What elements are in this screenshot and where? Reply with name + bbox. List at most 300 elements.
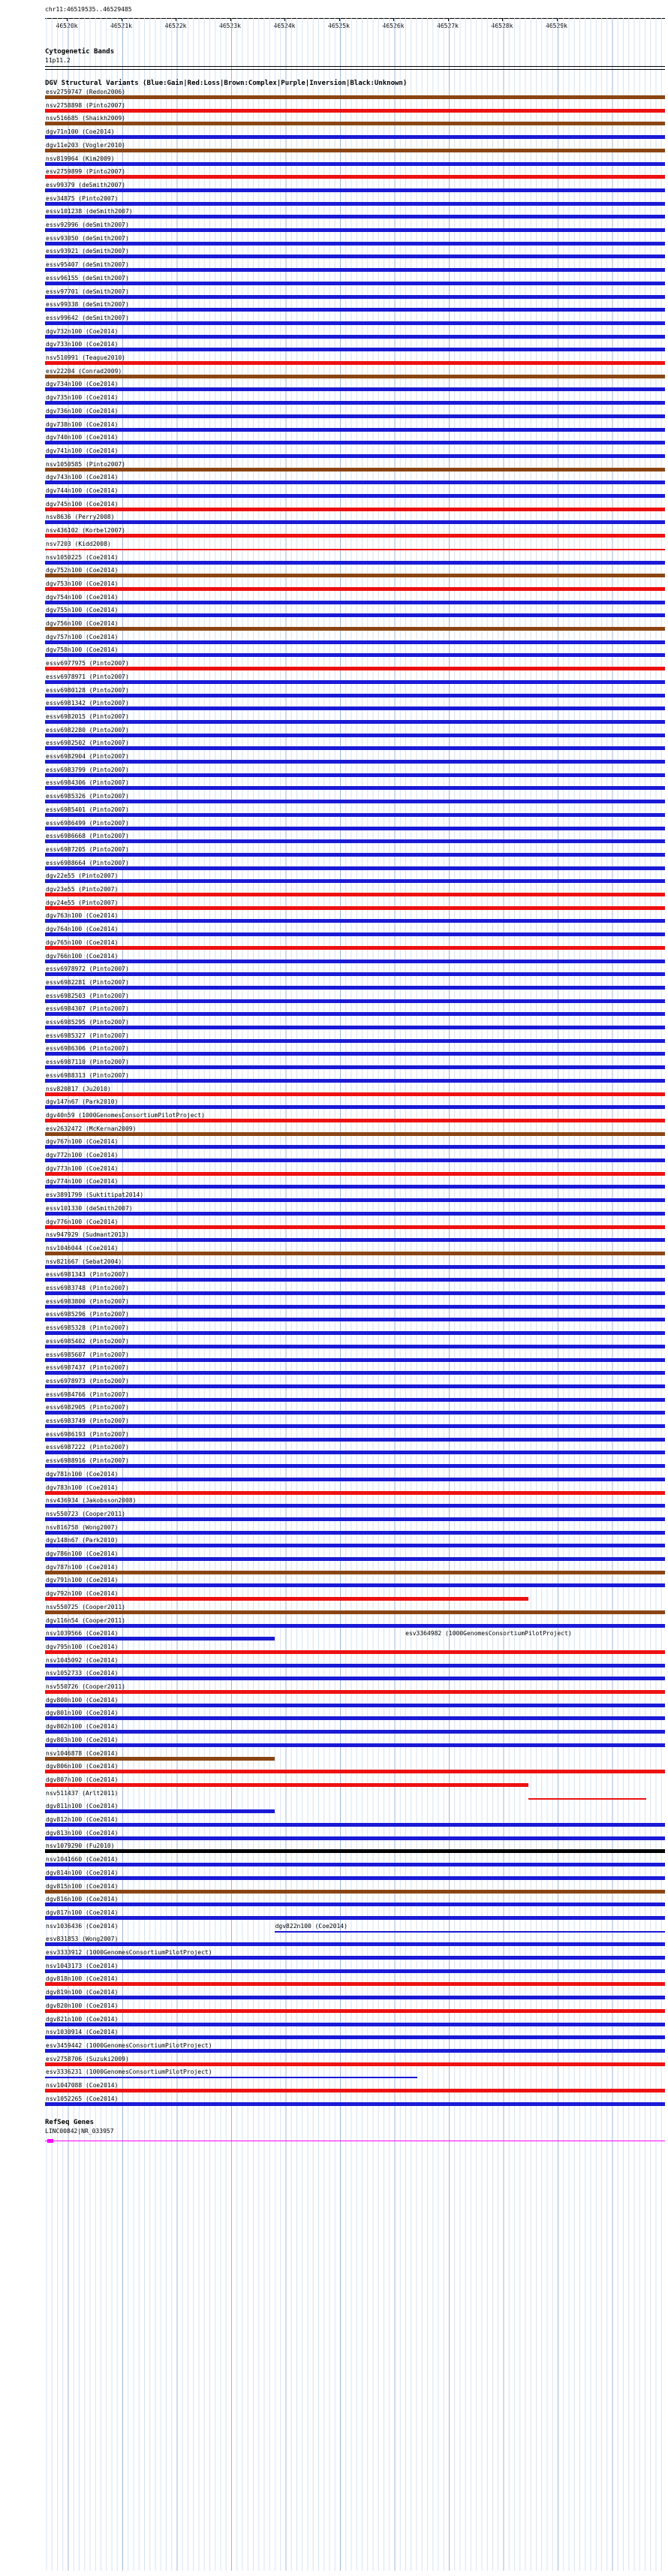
sv-bar[interactable] xyxy=(45,1597,528,1601)
sv-bar[interactable] xyxy=(45,122,665,125)
sv-label[interactable]: dgv783n100 (Coe2014) xyxy=(46,1484,119,1491)
sv-label[interactable]: dgv765n100 (Coe2014) xyxy=(46,939,119,946)
sv-label[interactable]: dgv744n100 (Coe2014) xyxy=(46,487,119,494)
sv-bar[interactable] xyxy=(45,601,665,604)
sv-track[interactable] xyxy=(45,1471,665,1482)
sv-label[interactable]: dgv814n100 (Coe2014) xyxy=(46,1869,119,1876)
sv-label[interactable]: nsv816758 (Wong2007) xyxy=(46,1523,119,1531)
sv-bar[interactable] xyxy=(45,773,665,777)
sv-bar[interactable] xyxy=(45,800,665,803)
sv-label[interactable]: dgv757n100 (Coe2014) xyxy=(46,633,119,640)
sv-label[interactable]: nsv510991 (Teague2010) xyxy=(46,354,125,361)
sv-track[interactable] xyxy=(45,248,665,259)
sv-bar[interactable] xyxy=(45,746,665,750)
sv-label[interactable]: dgv802n100 (Coe2014) xyxy=(46,1723,119,1731)
sv-track[interactable] xyxy=(45,1364,665,1375)
sv-track[interactable] xyxy=(45,1497,665,1508)
sv-track[interactable] xyxy=(45,381,665,392)
sv-bar[interactable] xyxy=(45,1212,665,1216)
sv-bar[interactable] xyxy=(45,720,665,724)
sv-track[interactable] xyxy=(45,1524,665,1535)
sv-bar[interactable] xyxy=(45,1757,275,1761)
sv-label[interactable]: dgv813n100 (Coe2014) xyxy=(46,1829,119,1836)
sv-track[interactable] xyxy=(45,208,665,219)
sv-track[interactable] xyxy=(45,527,665,538)
sv-track[interactable] xyxy=(45,700,665,711)
sv-bar[interactable] xyxy=(45,242,665,246)
sv-label[interactable]: dgv776n100 (Coe2014) xyxy=(46,1218,119,1225)
sv-label[interactable]: nsv1047088 (Coe2014) xyxy=(46,2082,119,2089)
sv-label[interactable]: essv97701 (deSmith2007) xyxy=(46,288,129,295)
sv-bar[interactable] xyxy=(45,1092,665,1096)
sv-bar[interactable] xyxy=(45,1716,665,1720)
sv-bar[interactable] xyxy=(45,2089,665,2092)
sv-track[interactable] xyxy=(45,1564,665,1575)
gene-exon[interactable] xyxy=(47,2139,53,2143)
sv-track[interactable] xyxy=(45,1059,665,1070)
sv-track[interactable] xyxy=(45,115,665,126)
sv-bar[interactable] xyxy=(45,827,665,830)
sv-label[interactable]: dgv732n100 (Coe2014) xyxy=(46,327,119,335)
sv-bar[interactable] xyxy=(45,1903,665,1906)
sv-label-secondary[interactable]: dgv822n100 (Coe2014) xyxy=(275,1922,348,1930)
sv-bar[interactable] xyxy=(45,694,665,697)
sv-track[interactable] xyxy=(45,779,665,791)
sv-track[interactable] xyxy=(45,860,665,871)
sv-track[interactable] xyxy=(45,182,665,193)
sv-label[interactable]: nsv1052265 (Coe2014) xyxy=(46,2095,119,2102)
sv-label[interactable]: nsv7203 (Kidd2008) xyxy=(46,540,111,547)
sv-label[interactable]: dgv767n100 (Coe2014) xyxy=(46,1138,119,1146)
sv-label[interactable]: nsv1046878 (Coe2014) xyxy=(46,1749,119,1757)
sv-label[interactable]: dgv745n100 (Coe2014) xyxy=(46,500,119,508)
sv-track[interactable] xyxy=(45,1245,665,1256)
sv-track[interactable] xyxy=(45,474,665,485)
sv-label[interactable]: dgv40n59 (1000GenomesConsortiumPilotProject) xyxy=(46,1111,205,1119)
sv-track[interactable] xyxy=(45,1086,665,1097)
sv-track[interactable] xyxy=(45,2095,665,2107)
sv-label[interactable]: dgv23e55 (Pinto2007) xyxy=(46,886,119,893)
sv-bar[interactable] xyxy=(45,295,665,299)
sv-label[interactable]: dgv815n100 (Coe2014) xyxy=(46,1882,119,1890)
sv-bar[interactable] xyxy=(45,667,665,670)
sv-label[interactable]: esv22204 (Conrad2009) xyxy=(46,367,122,375)
sv-bar[interactable] xyxy=(45,919,665,923)
sv-track[interactable] xyxy=(45,394,665,405)
sv-label[interactable]: essv6985607 (Pinto2007) xyxy=(46,1351,129,1358)
sv-track[interactable] xyxy=(45,142,665,153)
sv-bar[interactable] xyxy=(45,640,665,644)
sv-bar[interactable] xyxy=(45,906,665,910)
sv-track[interactable] xyxy=(45,1963,665,1974)
sv-bar[interactable] xyxy=(45,1371,665,1375)
sv-track[interactable] xyxy=(45,1909,665,1921)
sv-track[interactable] xyxy=(45,1484,665,1496)
sv-bar[interactable] xyxy=(45,786,665,790)
sv-bar[interactable] xyxy=(45,1438,665,1442)
sv-bar[interactable] xyxy=(45,468,665,472)
sv-label[interactable]: essv99642 (deSmith2007) xyxy=(46,314,129,321)
sv-bar[interactable] xyxy=(45,1690,665,1694)
sv-label[interactable]: dgv758n100 (Coe2014) xyxy=(46,646,119,654)
sv-bar[interactable] xyxy=(45,561,665,565)
sv-label[interactable]: dgv792n100 (Coe2014) xyxy=(46,1590,119,1598)
sv-label[interactable]: essv6978972 (Pinto2007) xyxy=(46,966,129,973)
sv-track[interactable] xyxy=(45,1138,665,1149)
sv-track[interactable] xyxy=(45,1856,665,1867)
sv-bar[interactable] xyxy=(45,520,665,524)
sv-bar[interactable] xyxy=(45,162,665,166)
sv-bar[interactable] xyxy=(45,335,665,339)
sv-label[interactable]: nsv1039566 (Coe2014) xyxy=(46,1630,119,1637)
sv-bar[interactable] xyxy=(45,1145,665,1149)
sv-bar[interactable] xyxy=(45,481,665,484)
sv-bar[interactable] xyxy=(45,1743,665,1747)
sv-label[interactable]: essv6981342 (Pinto2007) xyxy=(46,700,129,707)
sv-label[interactable]: nsv436102 (Korbel2007) xyxy=(46,527,125,535)
sv-bar[interactable] xyxy=(45,1119,665,1122)
sv-label[interactable]: essv6983800 (Pinto2007) xyxy=(46,1297,129,1305)
sv-label[interactable]: esv2758706 (Suzuki2009) xyxy=(46,2055,129,2062)
cytoband-name[interactable]: 11p11.2 xyxy=(45,57,71,64)
sv-bar[interactable] xyxy=(45,414,665,418)
sv-track[interactable] xyxy=(45,1657,665,1668)
sv-track[interactable] xyxy=(45,1285,665,1296)
sv-bar[interactable] xyxy=(45,2049,665,2053)
sv-label[interactable]: dgv147n67 (Park2010) xyxy=(46,1098,119,1106)
sv-track[interactable] xyxy=(45,1125,665,1137)
sv-label[interactable]: dgv756n100 (Coe2014) xyxy=(46,620,119,627)
sv-bar[interactable] xyxy=(45,879,665,883)
sv-track[interactable] xyxy=(45,1750,665,1761)
sv-label[interactable]: nsv820817 (Ju2010) xyxy=(46,1085,111,1092)
sv-bar[interactable] xyxy=(45,1809,275,1813)
sv-label[interactable]: esv2759899 (Pinto2007) xyxy=(46,168,125,176)
sv-track[interactable] xyxy=(45,315,665,326)
sv-track[interactable] xyxy=(45,1072,665,1083)
sv-track[interactable] xyxy=(45,1032,665,1044)
sv-track[interactable] xyxy=(45,2082,665,2093)
sv-track[interactable] xyxy=(45,673,665,685)
sv-track[interactable] xyxy=(45,554,665,565)
sv-bar[interactable] xyxy=(45,1783,528,1787)
sv-label[interactable]: dgv741n100 (Coe2014) xyxy=(46,447,119,454)
sv-track[interactable] xyxy=(45,1936,665,1947)
sv-bar[interactable] xyxy=(45,1331,665,1335)
sv-bar[interactable] xyxy=(45,932,665,936)
sv-label[interactable]: nsv1036436 (Coe2014) xyxy=(46,1922,119,1930)
sv-bar[interactable] xyxy=(45,1544,665,1547)
sv-track[interactable] xyxy=(45,1989,665,2000)
sv-bar[interactable] xyxy=(45,308,665,312)
sv-label-secondary[interactable]: esv3364982 (1000GenomesConsortiumPilotProject) xyxy=(405,1630,572,1637)
sv-label[interactable]: dgv11e203 (Vogler2010) xyxy=(46,141,125,149)
sv-label[interactable]: essv6977975 (Pinto2007) xyxy=(46,660,129,667)
sv-label[interactable]: essv6982503 (Pinto2007) xyxy=(46,992,129,999)
sv-bar[interactable] xyxy=(45,1424,665,1428)
sv-bar[interactable] xyxy=(45,960,665,963)
sv-label[interactable]: essv6983748 (Pinto2007) xyxy=(46,1285,129,1291)
sv-label[interactable]: esv3333912 (1000GenomesConsortiumPilotProject) xyxy=(46,1949,212,1956)
sv-track[interactable] xyxy=(45,1098,665,1110)
sv-track[interactable] xyxy=(45,1790,665,1801)
sv-label[interactable]: dgv764n100 (Coe2014) xyxy=(46,926,119,933)
sv-track[interactable] xyxy=(45,939,665,951)
sv-label[interactable]: nsv947929 (Sudmant2013) xyxy=(46,1231,129,1239)
sv-track[interactable] xyxy=(45,408,665,419)
sv-label[interactable]: dgv806n100 (Coe2014) xyxy=(46,1763,119,1770)
sv-bar[interactable] xyxy=(45,1823,665,1827)
sv-bar[interactable] xyxy=(45,1969,665,1973)
sv-bar[interactable] xyxy=(45,1849,665,1853)
sv-bar[interactable] xyxy=(45,508,665,511)
sv-bar[interactable] xyxy=(45,1916,665,1920)
sv-label[interactable]: dgv755n100 (Coe2014) xyxy=(46,607,119,614)
sv-track[interactable] xyxy=(45,235,665,246)
sv-track[interactable] xyxy=(45,1644,665,1655)
sv-label[interactable]: nsv1052733 (Coe2014) xyxy=(46,1670,119,1677)
sv-label[interactable]: dgv811n100 (Coe2014) xyxy=(46,1803,119,1810)
sv-track[interactable] xyxy=(45,1842,665,1854)
sv-label[interactable]: dgv817n100 (Coe2014) xyxy=(46,1909,119,1916)
sv-label[interactable]: nsv550723 (Cooper2011) xyxy=(46,1510,125,1517)
sv-bar[interactable] xyxy=(45,1478,665,1481)
sv-track[interactable] xyxy=(45,1005,665,1017)
sv-track[interactable] xyxy=(45,1723,665,1734)
sv-track[interactable] xyxy=(45,1444,665,1455)
sv-track[interactable] xyxy=(45,979,665,990)
sv-bar[interactable] xyxy=(45,1052,665,1056)
sv-track[interactable] xyxy=(45,1590,665,1601)
sv-label[interactable]: essv6982904 (Pinto2007) xyxy=(46,753,129,760)
sv-track[interactable] xyxy=(45,1178,665,1189)
sv-bar[interactable] xyxy=(45,2077,417,2078)
sv-label[interactable]: essv6987110 (Pinto2007) xyxy=(46,1059,129,1066)
sv-label[interactable]: nsv1045092 (Coe2014) xyxy=(46,1656,119,1664)
sv-label[interactable]: dgv763n100 (Coe2014) xyxy=(46,912,119,920)
sv-track[interactable] xyxy=(45,1378,665,1389)
sv-label[interactable]: dgv736n100 (Coe2014) xyxy=(46,407,119,414)
sv-track[interactable] xyxy=(45,487,665,499)
sv-label[interactable]: essv6986668 (Pinto2007) xyxy=(46,833,129,840)
sv-label[interactable]: essv101330 (deSmith2007) xyxy=(46,1204,133,1212)
sv-bar[interactable] xyxy=(45,188,665,192)
sv-bar[interactable] xyxy=(45,627,665,631)
sv-label[interactable]: nsv1030914 (Coe2014) xyxy=(46,2029,119,2036)
sv-label[interactable]: esv3459442 (1000GenomesConsortiumPilotProject) xyxy=(46,2041,212,2049)
sv-track[interactable] xyxy=(45,1776,665,1788)
sv-label[interactable]: dgv71n100 (Coe2014) xyxy=(46,128,115,136)
sv-track[interactable] xyxy=(45,221,665,233)
sv-track[interactable] xyxy=(45,594,665,605)
sv-track[interactable] xyxy=(45,155,665,167)
sv-bar[interactable] xyxy=(45,680,665,684)
sv-track[interactable] xyxy=(45,1617,665,1628)
sv-track[interactable] xyxy=(45,275,665,286)
sv-label[interactable]: essv6985328 (Pinto2007) xyxy=(46,1324,129,1332)
sv-bar[interactable] xyxy=(45,613,665,617)
sv-track[interactable] xyxy=(45,301,665,312)
sv-label[interactable]: dgv791n100 (Coe2014) xyxy=(46,1577,119,1584)
sv-label[interactable]: dgv766n100 (Coe2014) xyxy=(46,952,119,960)
sv-bar[interactable] xyxy=(45,1291,665,1295)
sv-track[interactable] xyxy=(45,1205,665,1216)
sv-track[interactable] xyxy=(45,846,665,857)
sv-track[interactable] xyxy=(45,2042,665,2053)
sv-track[interactable] xyxy=(45,767,665,778)
sv-bar[interactable] xyxy=(45,95,665,99)
sv-track[interactable] xyxy=(45,793,665,804)
sv-track[interactable] xyxy=(45,541,665,552)
sv-track[interactable] xyxy=(45,447,665,459)
sv-track[interactable] xyxy=(45,966,665,977)
sv-label[interactable]: essv93050 (deSmith2007) xyxy=(46,234,129,242)
sv-label[interactable]: essv6982502 (Pinto2007) xyxy=(46,740,129,747)
sv-label[interactable]: nsv550726 (Cooper2011) xyxy=(46,1683,125,1690)
sv-label[interactable]: dgv743n100 (Coe2014) xyxy=(46,474,119,481)
sv-bar[interactable] xyxy=(45,1876,665,1880)
sv-label[interactable]: nsv2758898 (Pinto2007) xyxy=(46,101,125,109)
sv-bar[interactable] xyxy=(45,1172,665,1176)
sv-track[interactable] xyxy=(45,1816,665,1827)
sv-bar[interactable] xyxy=(45,1650,665,1654)
sv-track[interactable] xyxy=(45,1630,665,1641)
sv-bar[interactable] xyxy=(45,1517,665,1521)
sv-label[interactable]: essv6988916 (Pinto2007) xyxy=(46,1457,129,1465)
sv-bar[interactable] xyxy=(45,228,665,232)
sv-bar[interactable] xyxy=(45,1637,275,1641)
sv-bar[interactable] xyxy=(45,986,665,990)
sv-label[interactable]: essv101238 (deSmith2007) xyxy=(46,208,133,215)
sv-label[interactable]: essv95407 (deSmith2007) xyxy=(46,261,129,269)
sv-label[interactable]: dgv774n100 (Coe2014) xyxy=(46,1178,119,1186)
sv-bar[interactable] xyxy=(45,361,665,365)
sv-track[interactable] xyxy=(45,1923,665,1934)
sv-bar[interactable] xyxy=(45,428,665,432)
sv-label[interactable]: dgv807n100 (Coe2014) xyxy=(46,1776,119,1783)
sv-bar[interactable] xyxy=(45,215,665,218)
sv-label[interactable]: dgv116n54 (Cooper2011) xyxy=(46,1616,125,1624)
sv-track[interactable] xyxy=(45,993,665,1004)
sv-bar[interactable] xyxy=(45,1956,665,1960)
sv-bar[interactable] xyxy=(45,2102,665,2106)
sv-track[interactable] xyxy=(45,1045,665,1056)
sv-bar[interactable] xyxy=(45,1982,665,1986)
sv-bar[interactable] xyxy=(45,999,665,1003)
sv-label[interactable]: essv6988664 (Pinto2007) xyxy=(46,859,129,866)
sv-bar[interactable] xyxy=(45,946,665,950)
sv-bar[interactable] xyxy=(45,1996,665,1999)
sv-label[interactable]: essv6982905 (Pinto2007) xyxy=(46,1404,129,1412)
sv-bar[interactable] xyxy=(45,1704,665,1707)
sv-track[interactable] xyxy=(45,1604,665,1615)
sv-bar[interactable] xyxy=(45,1610,665,1614)
sv-label[interactable]: dgv818n100 (Coe2014) xyxy=(46,1975,119,1983)
sv-label[interactable]: nsv1050585 (Pinto2007) xyxy=(46,460,125,468)
sv-label[interactable]: esv3336231 (1000GenomesConsortiumPilotProject) xyxy=(46,2068,212,2076)
sv-track[interactable] xyxy=(45,567,665,578)
sv-bar[interactable] xyxy=(45,587,665,591)
sv-track[interactable] xyxy=(45,434,665,445)
sv-track[interactable] xyxy=(45,820,665,831)
sv-label[interactable]: dgv781n100 (Coe2014) xyxy=(46,1470,119,1478)
sv-track[interactable] xyxy=(45,1165,665,1177)
sv-label[interactable]: dgv801n100 (Coe2014) xyxy=(46,1710,119,1717)
sv-label[interactable]: dgv812n100 (Coe2014) xyxy=(46,1816,119,1823)
sv-label[interactable]: dgv22e55 (Pinto2007) xyxy=(46,872,119,880)
sv-bar[interactable] xyxy=(45,494,665,498)
sv-track[interactable] xyxy=(45,1683,665,1695)
sv-track[interactable] xyxy=(45,1577,665,1588)
sv-label[interactable]: dgv821n100 (Coe2014) xyxy=(46,2015,119,2023)
sv-track[interactable] xyxy=(45,1511,665,1522)
sv-track[interactable] xyxy=(45,168,665,179)
sv-track[interactable] xyxy=(45,1404,665,1415)
sv-label[interactable]: nsv1041660 (Coe2014) xyxy=(46,1856,119,1863)
sv-label[interactable]: nsv819964 (Kim2009) xyxy=(46,155,115,162)
sv-bar[interactable] xyxy=(275,1931,665,1933)
sv-bar[interactable] xyxy=(45,2009,665,2013)
sv-bar[interactable] xyxy=(45,2035,665,2039)
sv-track[interactable] xyxy=(45,354,665,366)
sv-bar[interactable] xyxy=(45,1836,665,1840)
sv-track[interactable] xyxy=(45,1803,665,1814)
sv-bar[interactable] xyxy=(45,1664,665,1668)
sv-label[interactable]: essv92996 (deSmith2007) xyxy=(46,221,129,228)
sv-label[interactable]: dgv787n100 (Coe2014) xyxy=(46,1563,119,1571)
sv-bar[interactable] xyxy=(45,348,665,351)
sv-label[interactable]: esv99379 (deSmith2007) xyxy=(46,181,125,188)
sv-label[interactable]: dgv773n100 (Coe2014) xyxy=(46,1164,119,1172)
sv-bar[interactable] xyxy=(45,1770,665,1773)
sv-bar[interactable] xyxy=(45,1677,665,1680)
sv-label[interactable]: dgv734n100 (Coe2014) xyxy=(46,381,119,388)
sv-bar[interactable] xyxy=(45,734,665,737)
sv-bar[interactable] xyxy=(45,1065,665,1069)
sv-bar[interactable] xyxy=(45,1132,665,1136)
sv-track[interactable] xyxy=(45,1338,665,1349)
sv-bar[interactable] xyxy=(45,1265,665,1269)
sv-bar[interactable] xyxy=(45,1863,665,1866)
sv-bar[interactable] xyxy=(45,707,665,710)
sv-bar[interactable] xyxy=(45,454,665,458)
sv-label[interactable]: nsv516685 (Shaikh2009) xyxy=(46,115,125,122)
sv-label[interactable]: essv6985296 (Pinto2007) xyxy=(46,1311,129,1318)
sv-track[interactable] xyxy=(45,368,665,379)
sv-bar[interactable] xyxy=(45,893,665,896)
sv-label[interactable]: essv6985401 (Pinto2007) xyxy=(46,806,129,813)
sv-label[interactable]: essv6985295 (Pinto2007) xyxy=(46,1019,129,1026)
sv-track[interactable] xyxy=(45,872,665,884)
sv-bar[interactable] xyxy=(45,972,665,976)
sv-bar[interactable] xyxy=(45,1411,665,1415)
sv-bar[interactable] xyxy=(45,1571,665,1574)
sv-bar[interactable] xyxy=(45,1890,665,1894)
sv-bar[interactable] xyxy=(45,1039,665,1043)
sv-track[interactable] xyxy=(45,912,665,923)
sv-bar[interactable] xyxy=(45,1358,665,1362)
sv-track[interactable] xyxy=(45,620,665,631)
sv-track[interactable] xyxy=(45,953,665,964)
sv-label[interactable]: dgv795n100 (Coe2014) xyxy=(46,1643,119,1650)
sv-bar[interactable] xyxy=(45,1252,665,1255)
sv-track[interactable] xyxy=(45,1431,665,1442)
sv-track[interactable] xyxy=(45,713,665,725)
sv-bar[interactable] xyxy=(45,866,665,870)
sv-track[interactable] xyxy=(45,1537,665,1548)
sv-track[interactable] xyxy=(45,1152,665,1163)
sv-track[interactable] xyxy=(45,1112,665,1123)
